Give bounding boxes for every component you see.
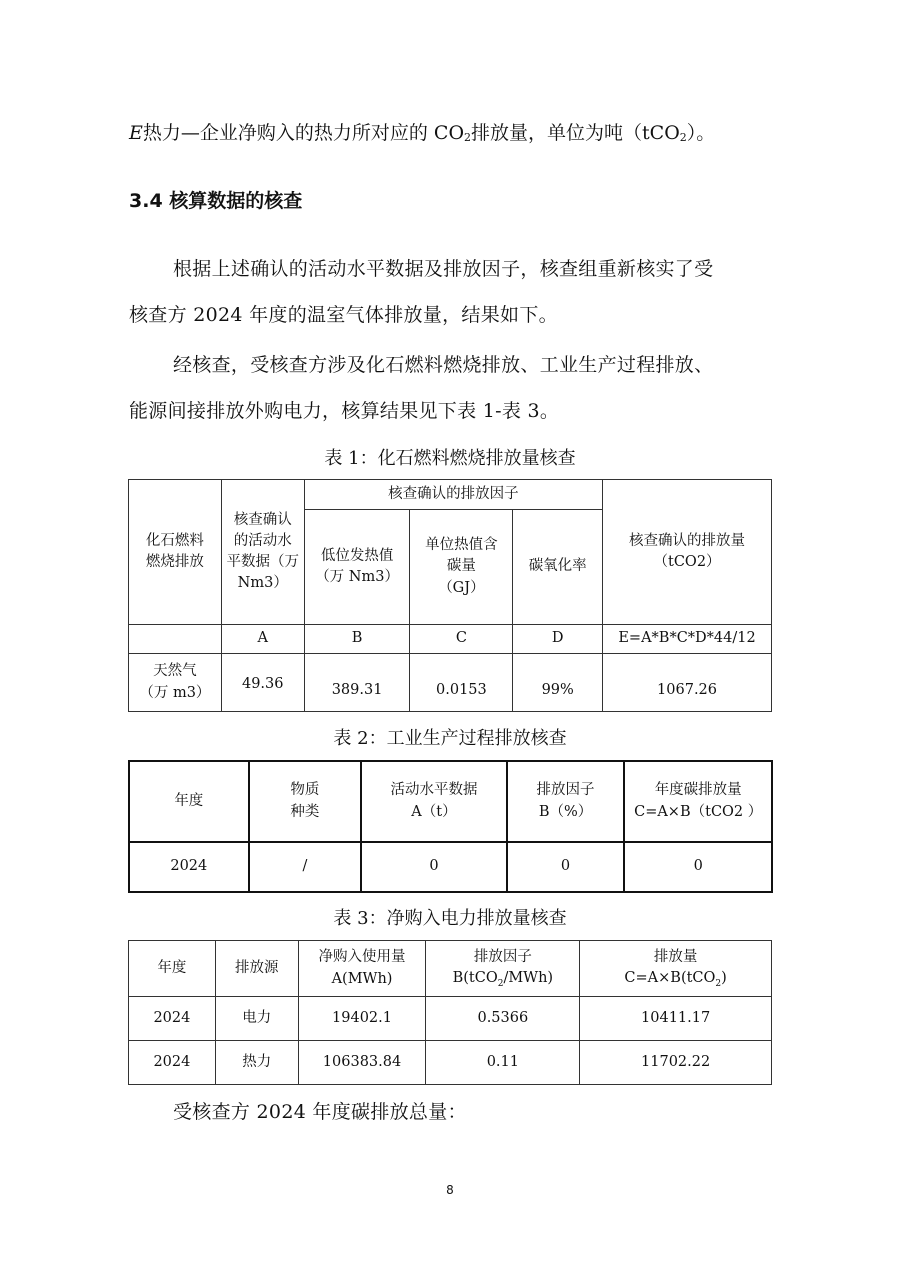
table1-row — [129, 654, 772, 712]
table3-row — [129, 997, 772, 1041]
table3-header-emission: 排放量 C=A×B(tCO$_2$) — [580, 941, 772, 997]
paragraph-2-line-1: 经核查，受核查方涉及化石燃料燃烧排放、工业生产过程排放、 — [173, 354, 714, 376]
page-number: 8 — [446, 1183, 454, 1197]
table3-row — [129, 1041, 772, 1085]
table2-header-emission: 年度碳排放量 C=A×B（tCO2 ） — [624, 761, 772, 842]
table3-cell: 106383.84 — [298, 1041, 426, 1085]
table3-cell: 0.11 — [426, 1041, 580, 1085]
table1-row-e: 1067.26 — [603, 654, 772, 712]
table1-colD-header: 碳氧化率 — [513, 510, 603, 625]
table3-cell: 11702.22 — [580, 1041, 772, 1085]
table1-letter-empty — [129, 625, 222, 654]
table2-cell-activity: 0 — [361, 842, 507, 892]
intro-text-mid: 排放量，单位为吨（tCO — [471, 122, 680, 144]
table3-header-source: 排放源 — [215, 941, 298, 997]
table1-row-b: 389.31 — [304, 654, 410, 712]
table1-letter-b: B — [304, 625, 410, 654]
table1 — [128, 479, 772, 712]
table1-letter-e: E=A*B*C*D*44/12 — [603, 625, 772, 654]
table3-header-year: 年度 — [129, 941, 216, 997]
table1-col0-header: 化石燃料 燃烧排放 — [129, 480, 222, 625]
table2-cell-emission: 0 — [624, 842, 772, 892]
intro-symbol: E — [129, 122, 143, 144]
intro-sub2: 2 — [679, 131, 687, 144]
table3-cell: 2024 — [129, 1041, 216, 1085]
table3-cell: 热力 — [215, 1041, 298, 1085]
intro-text-before: 热力—企业净购入的热力所对应的 CO — [142, 122, 465, 144]
table3-caption: 表 3：净购入电力排放量核查 — [333, 908, 567, 929]
intro-text-after: ）。 — [686, 122, 716, 144]
table2-cell-year: 2024 — [129, 842, 249, 892]
table3 — [128, 940, 772, 1085]
table2-header-material: 物质 种类 — [249, 761, 362, 842]
table2-cell-factor: 0 — [507, 842, 625, 892]
table2-row — [129, 842, 772, 892]
intro-line — [129, 118, 715, 145]
table3-cell: 10411.17 — [580, 997, 772, 1041]
intro-sub1: 2 — [464, 131, 472, 144]
table3-header-usage: 净购入使用量 A(MWh) — [298, 941, 426, 997]
table2-cell-material: / — [249, 842, 362, 892]
table3-cell: 19402.1 — [298, 997, 426, 1041]
table1-letter-a: A — [221, 625, 304, 654]
paragraph-1-line-2: 核查方 2024 年度的温室气体排放量，结果如下。 — [129, 304, 558, 326]
table1-colA-header: 核查确认 的活动水 平数据（万 Nm3） — [221, 480, 304, 625]
table1-row-c: 0.0153 — [410, 654, 513, 712]
section-heading: 3.4 核算数据的核查 — [129, 190, 303, 212]
paragraph-2-line-2: 能源间接排放外购电力，核算结果见下表 1-表 3。 — [129, 400, 560, 422]
table1-letter-d: D — [513, 625, 603, 654]
table1-colC-header: 单位热值含 碳量 （GJ） — [410, 510, 513, 625]
table2-header-year: 年度 — [129, 761, 249, 842]
table3-cell: 电力 — [215, 997, 298, 1041]
table2 — [128, 760, 773, 893]
table3-cell: 0.5366 — [426, 997, 580, 1041]
table1-colE-header: 核查确认的排放量 （tCO2） — [603, 480, 772, 625]
table2-header-factor: 排放因子 B（%） — [507, 761, 625, 842]
table1-factor-group-header: 核查确认的排放因子 — [304, 480, 602, 510]
table1-row-a: 49.36 — [221, 654, 304, 712]
table1-caption: 表 1：化石燃料燃烧排放量核查 — [324, 448, 576, 469]
table1-row-name: 天然气 （万 m3） — [129, 654, 222, 712]
table3-header-factor: 排放因子 B(tCO$_2$/MWh) — [426, 941, 580, 997]
table2-caption: 表 2：工业生产过程排放核查 — [333, 728, 567, 749]
table1-colB-header: 低位发热值 （万 Nm3） — [304, 510, 410, 625]
table1-row-d: 99% — [513, 654, 603, 712]
table3-cell: 2024 — [129, 997, 216, 1041]
table2-header-activity: 活动水平数据 A（t） — [361, 761, 507, 842]
closing-line: 受核查方 2024 年度碳排放总量： — [173, 1101, 467, 1123]
table1-letter-c: C — [410, 625, 513, 654]
paragraph-1-line-1: 根据上述确认的活动水平数据及排放因子，核查组重新核实了受 — [173, 258, 714, 280]
